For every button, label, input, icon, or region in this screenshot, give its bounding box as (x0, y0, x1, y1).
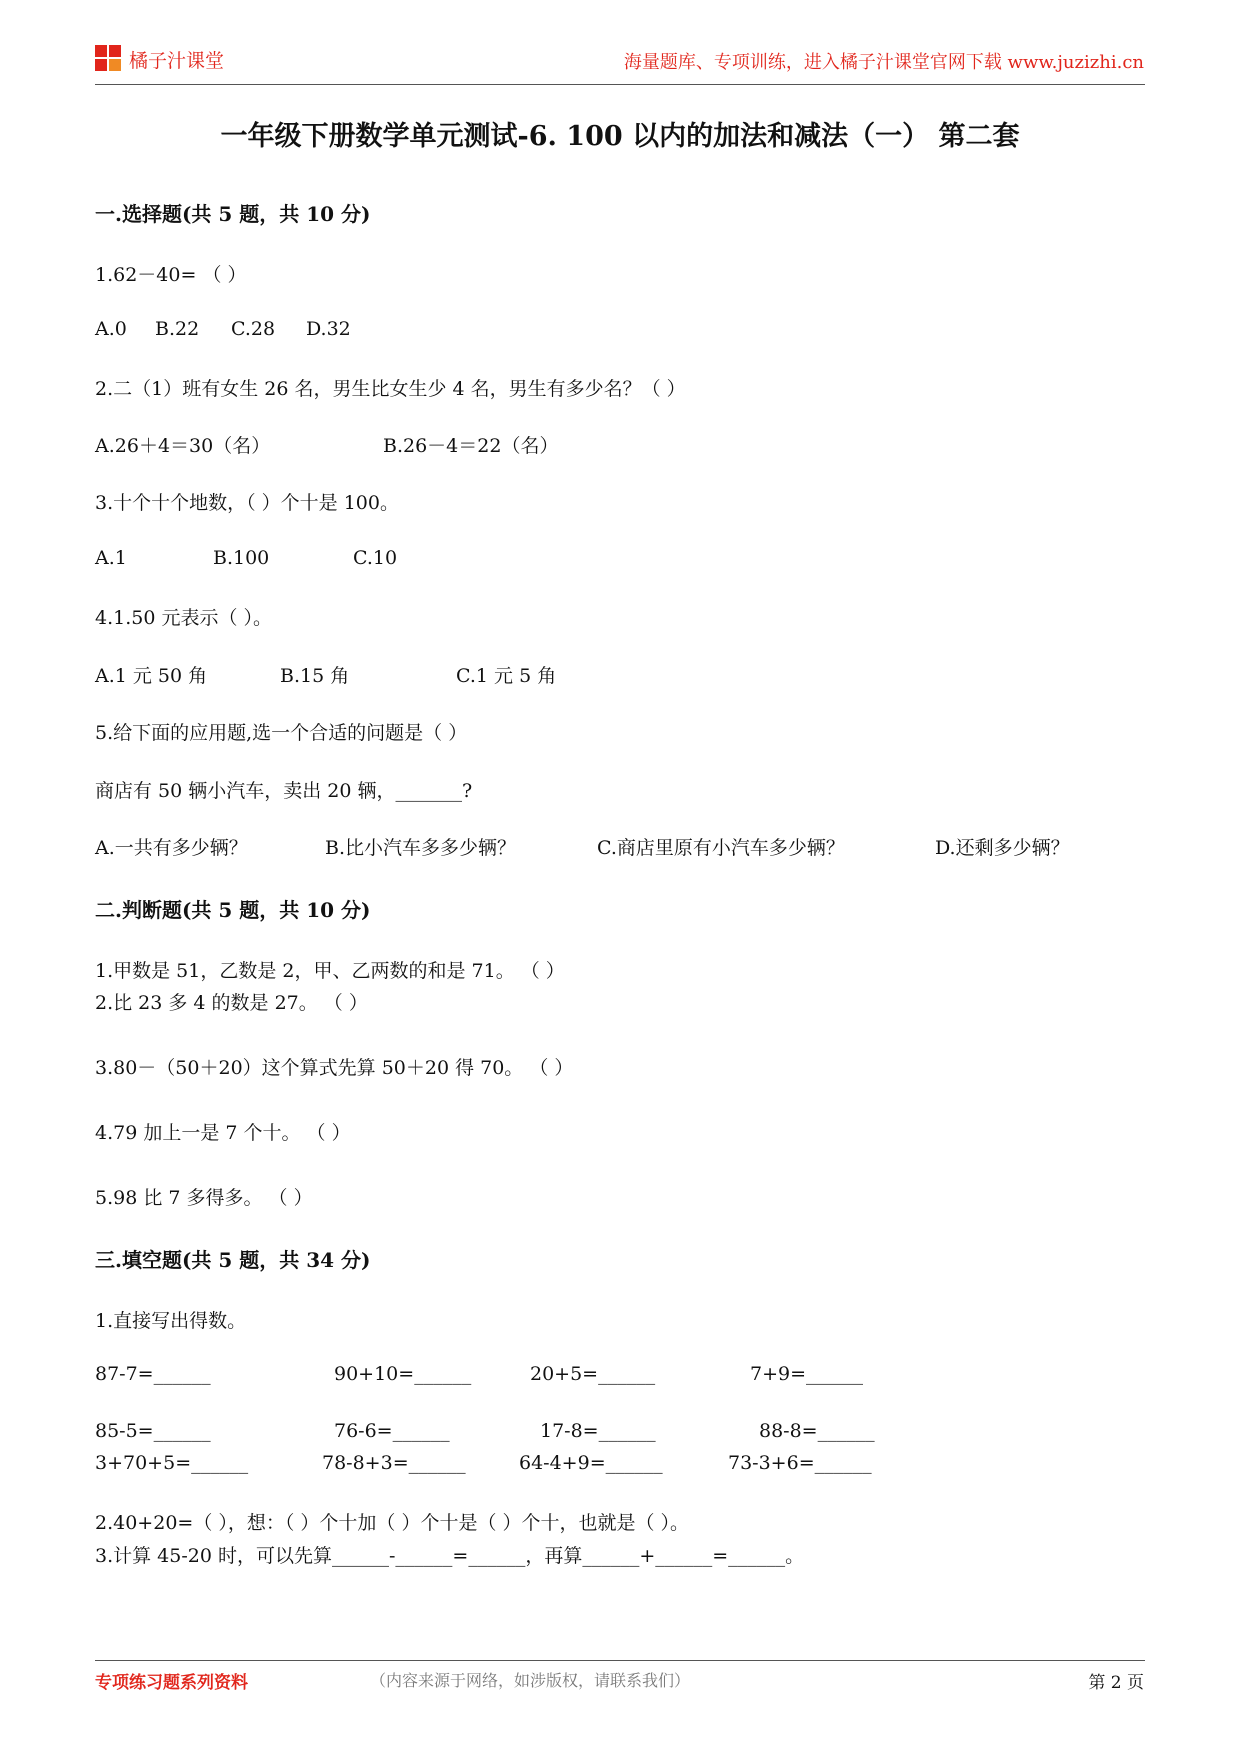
calc-item: 90+10=______ (334, 1363, 472, 1385)
option: C.1 元 5 角 (456, 665, 557, 687)
header-tagline: 海量题库、专项训练，进入橘子汁课堂官网下载 www.juzizhi.cn (623, 52, 1144, 73)
calc-item: 78-8+3=______ (322, 1452, 466, 1474)
calc-item: 17-8=______ (540, 1420, 656, 1442)
option: D.还剩多少辆？ (935, 837, 1070, 859)
section-heading-judge: 二.判断题(共 5 题，共 10 分) (95, 898, 371, 922)
judge-item: 2.比 23 多 4 的数是 27。 （ ） (95, 992, 368, 1014)
calc-item: 7+9=______ (750, 1363, 864, 1385)
calc-item: 88-8=______ (759, 1420, 875, 1442)
section-heading-fill: 三.填空题(共 5 题，共 34 分) (95, 1248, 371, 1272)
judge-item: 4.79 加上一是 7 个十。 （ ） (95, 1122, 351, 1144)
page-number: 第 2 页 (1088, 1673, 1144, 1693)
brand-logo (95, 44, 224, 74)
footer-series-label: 专项练习题系列资料 (95, 1673, 248, 1693)
question-context: 商店有 50 辆小汽车，卖出 20 辆，_______? (95, 780, 473, 802)
calc-item: 64-4+9=______ (519, 1452, 663, 1474)
option: A.1 元 50 角 (95, 665, 208, 687)
calc-item: 3+70+5=______ (95, 1452, 249, 1474)
option: B.26－4＝22（名） (383, 435, 559, 457)
logo-icon (95, 45, 123, 73)
calc-item: 87-7=______ (95, 1363, 211, 1385)
calc-item: 73-3+6=______ (728, 1452, 872, 1474)
question-stem: 4.1.50 元表示（ ）。 (95, 607, 273, 629)
calc-item: 20+5=______ (530, 1363, 656, 1385)
question-stem: 5.给下面的应用题,选一个合适的问题是（ ） (95, 722, 468, 744)
option: C.商店里原有小汽车多少辆？ (597, 837, 845, 859)
option: A.1 (95, 547, 127, 569)
footer-copyright-note: （内容来源于网络，如涉版权，请联系我们） (370, 1671, 691, 1690)
page-title: 一年级下册数学单元测试-6. 100 以内的加法和减法（一） 第二套 (220, 121, 1020, 152)
question-stem: 1.62－40= （ ） (95, 264, 247, 286)
option: B.15 角 (280, 665, 350, 687)
option: A.一共有多少辆？ (95, 837, 248, 859)
question-stem: 1.直接写出得数。 (95, 1310, 247, 1332)
question-stem: 2.40+20=（ ），想：（ ）个十加（ ）个十是（ ）个十，也就是（ ）。 (95, 1512, 690, 1534)
judge-item: 3.80－（50＋20）这个算式先算 50＋20 得 70。 （ ） (95, 1057, 574, 1079)
question-stem: 3.计算 45-20 时，可以先算______-______=______，再算______+______=______。 (95, 1545, 805, 1567)
judge-item: 1.甲数是 51，乙数是 2，甲、乙两数的和是 71。 （ ） (95, 960, 565, 982)
judge-item: 5.98 比 7 多得多。 （ ） (95, 1187, 313, 1209)
footer-divider (95, 1660, 1145, 1661)
option: C.28 (231, 318, 276, 340)
option: B.100 (213, 547, 270, 569)
option: B.22 (155, 318, 200, 340)
option: B.比小汽车多多少辆？ (325, 837, 517, 859)
calc-item: 76-6=______ (334, 1420, 450, 1442)
question-stem: 3.十个十个地数，（ ）个十是 100。 (95, 492, 399, 514)
calc-item: 85-5=______ (95, 1420, 211, 1442)
option: D.32 (306, 318, 351, 340)
option: A.0 (95, 318, 127, 340)
header-divider (95, 84, 1145, 85)
option: C.10 (353, 547, 398, 569)
logo-text: 橘子汁课堂 (129, 49, 225, 72)
option: A.26＋4＝30（名） (95, 435, 271, 457)
question-stem: 2.二（1）班有女生 26 名，男生比女生少 4 名，男生有多少名？（ ） (95, 378, 686, 400)
section-heading-choice: 一.选择题(共 5 题，共 10 分) (95, 202, 371, 226)
